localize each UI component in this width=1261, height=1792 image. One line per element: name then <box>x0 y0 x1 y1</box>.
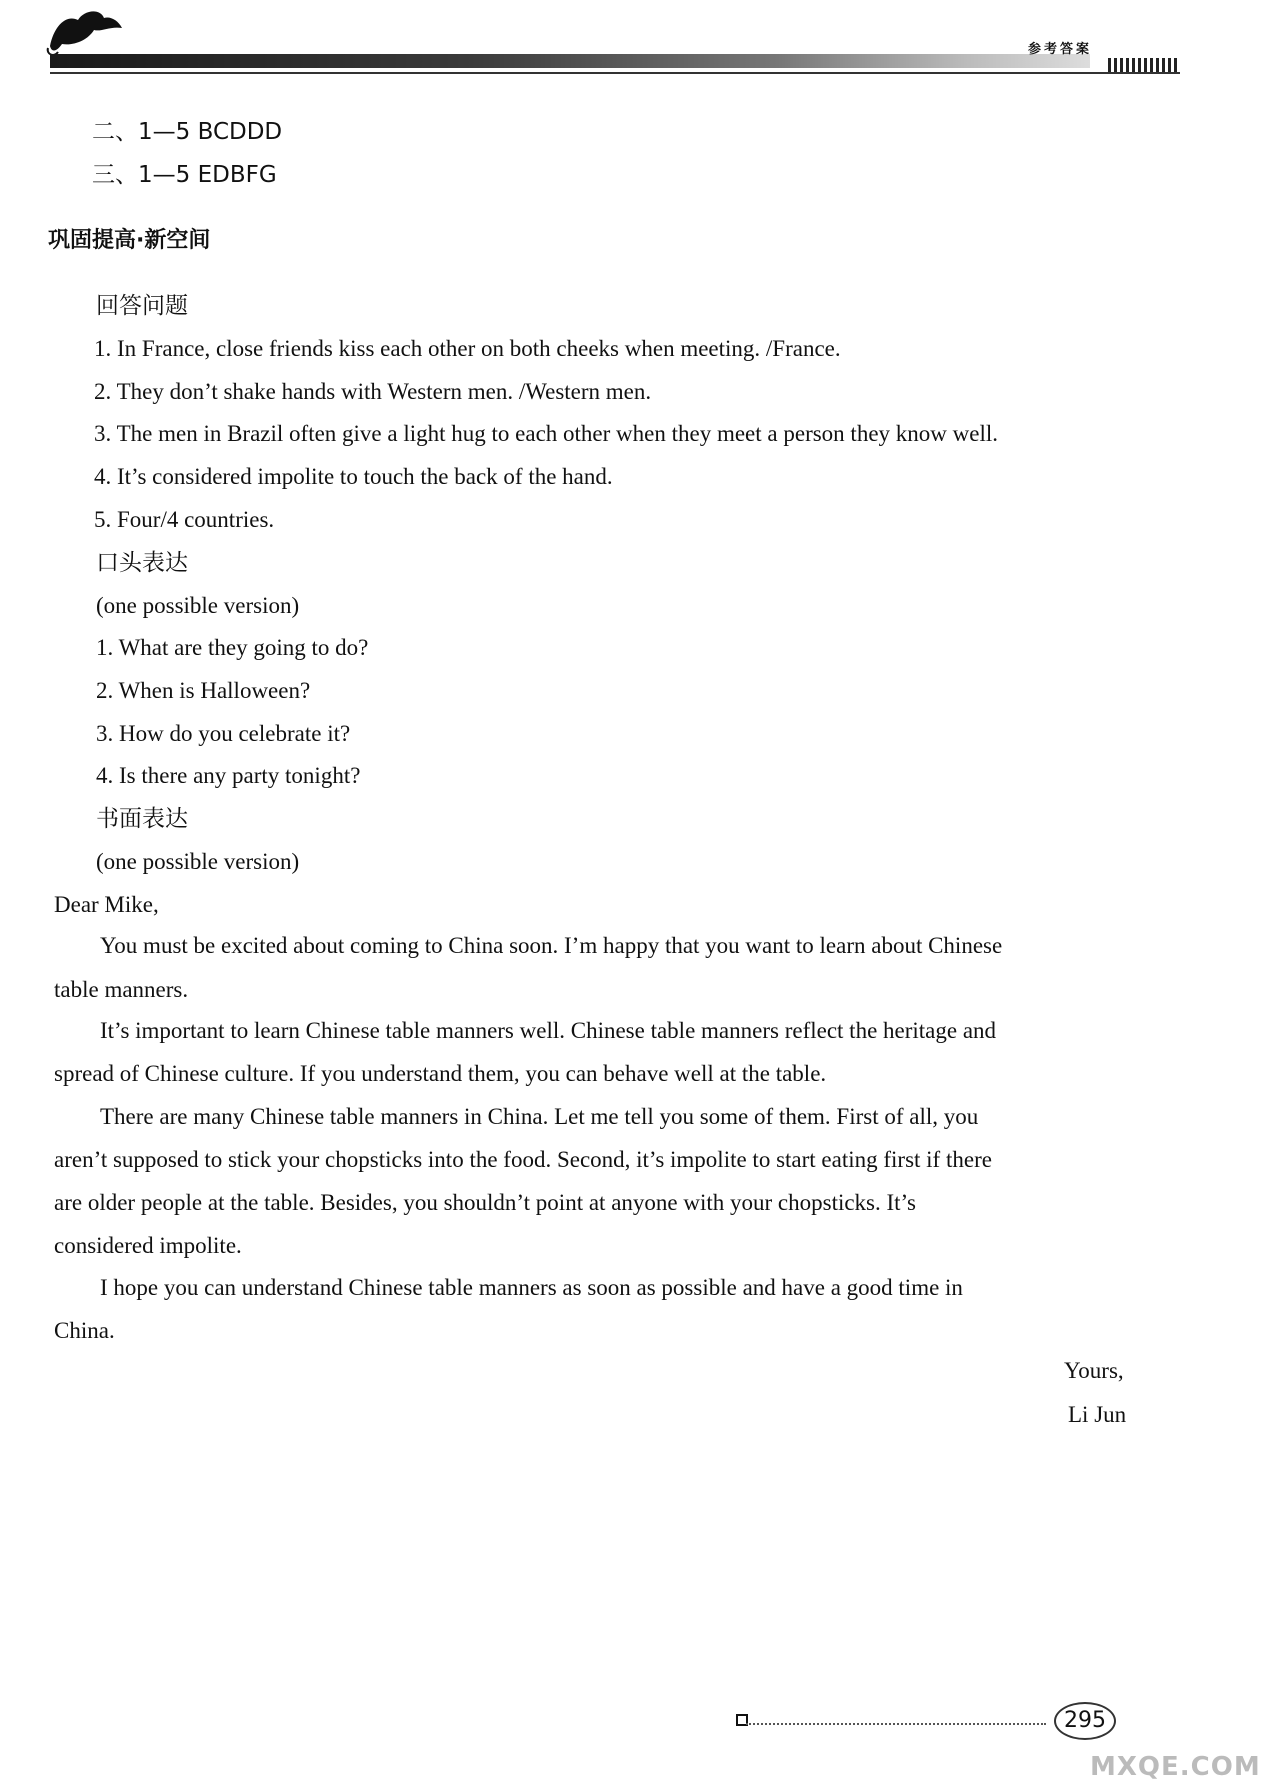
oral-title: 口头表达 <box>96 550 188 576</box>
answer-section-3: 三、1—5 EDBFG <box>92 162 277 188</box>
page-header <box>0 0 1199 90</box>
letter-line: considered impolite. <box>54 1233 242 1258</box>
written-note: (one possible version) <box>96 849 300 874</box>
letter-closing: Yours, <box>1064 1358 1124 1383</box>
page-number: 295 <box>1054 1702 1116 1740</box>
qa-item: 4. It’s considered impolite to touch the back of the hand. <box>94 464 613 489</box>
letter-signature: Li Jun <box>1068 1402 1127 1427</box>
footer-dotted-leader <box>746 1721 1046 1725</box>
oral-item: 4. Is there any party tonight? <box>96 763 361 788</box>
letter-line: China. <box>54 1318 115 1343</box>
answer-section-2: 二、1—5 BCDDD <box>92 119 283 145</box>
qa-item: 3. The men in Brazil often give a light hug to each other when they meet a person they know well. <box>94 421 998 446</box>
qa-item: 5. Four/4 countries. <box>94 507 275 532</box>
qa-item: 1. In France, close friends kiss each other on both cheeks when meeting. /France. <box>94 336 841 361</box>
letter-line: There are many Chinese table manners in China. Let me tell you some of them. First of all, you <box>100 1104 979 1129</box>
section-heading: 巩固提高·新空间 <box>48 228 211 253</box>
header-label: 参考答案 <box>1028 42 1093 57</box>
oral-item: 2. When is Halloween? <box>96 678 311 703</box>
oral-note: (one possible version) <box>96 593 300 618</box>
letter-line: You must be excited about coming to China soon. I’m happy that you want to learn about Chinese <box>100 933 1003 958</box>
header-bar <box>50 54 1090 68</box>
watermark: MXQE.COM <box>1090 1752 1261 1782</box>
oral-item: 1. What are they going to do? <box>96 635 369 660</box>
header-rule <box>50 72 1180 74</box>
written-title: 书面表达 <box>96 806 188 832</box>
oral-item: 3. How do you celebrate it? <box>96 721 351 746</box>
header-stripes <box>1108 58 1180 72</box>
letter-greeting: Dear Mike, <box>54 892 159 917</box>
letter-line: spread of Chinese culture. If you understand them, you can behave well at the table. <box>54 1061 827 1086</box>
letter-line: I hope you can understand Chinese table manners as soon as possible and have a good time in <box>100 1275 963 1300</box>
letter-line: It’s important to learn Chinese table manners well. Chinese table manners reflect the heritage and <box>100 1018 997 1043</box>
qa-item: 2. They don’t shake hands with Western men. /Western men. <box>94 379 652 404</box>
letter-line: aren’t supposed to stick your chopsticks into the food. Second, it’s impolite to start eating first if there <box>54 1147 992 1172</box>
bird-logo-icon <box>44 6 124 58</box>
qa-title: 回答问题 <box>96 293 188 319</box>
letter-line: are older people at the table. Besides, you shouldn’t point at anyone with your chopsticks. It’s <box>54 1190 916 1215</box>
letter-line: table manners. <box>54 977 189 1002</box>
